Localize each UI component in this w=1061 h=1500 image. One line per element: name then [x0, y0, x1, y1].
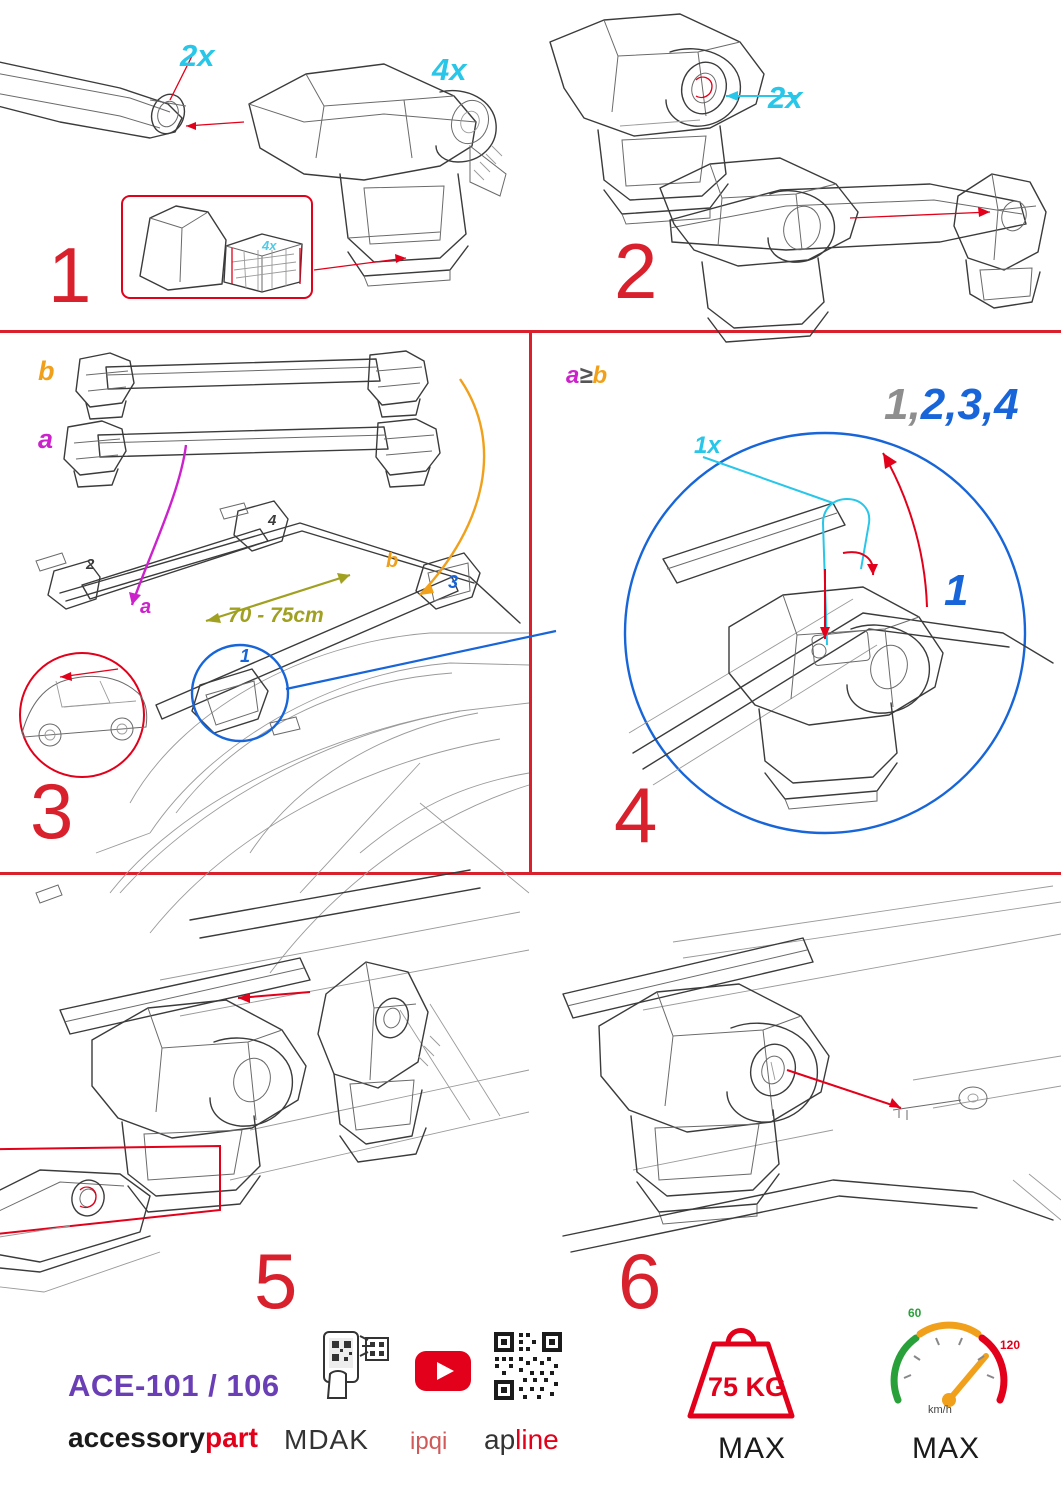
- brand-apline: [484, 1424, 559, 1456]
- brand-accessorypart: [68, 1422, 258, 1454]
- speed-unit: km/h: [928, 1404, 952, 1416]
- section-divider-2: [0, 872, 1061, 875]
- brand-accessorypart-accent: part: [205, 1422, 258, 1453]
- weight-limit-caption: MAX: [718, 1432, 787, 1465]
- brand-ipqi: ipqi: [410, 1428, 448, 1455]
- bar-spacing-label: 70 - 75cm: [228, 604, 324, 627]
- weight-icon: [680, 1312, 802, 1420]
- rule-a-greater-equal-b: a≥b: [566, 362, 608, 389]
- bar-label-a: a: [38, 424, 54, 454]
- position-marker-3: 3: [448, 572, 459, 592]
- qr-scan-icon[interactable]: [316, 1328, 396, 1404]
- step-number-5: 5: [254, 1237, 296, 1325]
- quantity-label-4x-pad: 4x: [262, 238, 277, 253]
- tighten-sequence-first: 1,: [884, 380, 921, 429]
- curve-label-b: b: [386, 550, 399, 572]
- quantity-label-4x-foot: 4x: [432, 52, 467, 87]
- quantity-label-2x-endcap: 2x: [180, 38, 215, 73]
- position-marker-4: 4: [268, 512, 277, 529]
- quantity-label-2x-lock: 2x: [768, 80, 803, 115]
- section-divider-vertical: [529, 333, 532, 872]
- brand-mdak: MDAK: [284, 1424, 369, 1455]
- detail-callout-1: 1: [944, 566, 969, 615]
- step-6-illustration: [533, 880, 1061, 1300]
- product-code: ACE-101 / 106: [68, 1368, 280, 1403]
- curve-label-a: a: [140, 596, 152, 618]
- step-number-2: 2: [614, 227, 656, 315]
- position-marker-1: 1: [240, 646, 251, 666]
- bar-label-b: b: [38, 356, 55, 386]
- speed-low-value: 60: [908, 1306, 922, 1320]
- step-number-3: 3: [30, 767, 72, 855]
- step-3-illustration: [0, 333, 529, 872]
- brand-apline-accent: line: [515, 1424, 559, 1455]
- speed-limit-caption: MAX: [912, 1432, 981, 1465]
- step-number-1: 1: [48, 231, 90, 319]
- brand-apline-primary: ap: [484, 1424, 516, 1455]
- turns-label-1x: 1x: [694, 432, 721, 459]
- tighten-sequence: [884, 380, 1019, 430]
- youtube-icon[interactable]: [414, 1350, 472, 1392]
- brand-accessorypart-primary: accessory: [68, 1422, 206, 1453]
- speed-high-value: 120: [1000, 1338, 1021, 1352]
- weight-limit-value: 75 KG: [708, 1372, 787, 1402]
- position-marker-2: 2: [86, 556, 95, 573]
- step-number-6: 6: [618, 1237, 660, 1325]
- qr-code-icon[interactable]: [492, 1330, 564, 1402]
- step-number-4: 4: [614, 771, 656, 859]
- tighten-sequence-rest: 2,3,4: [920, 380, 1019, 429]
